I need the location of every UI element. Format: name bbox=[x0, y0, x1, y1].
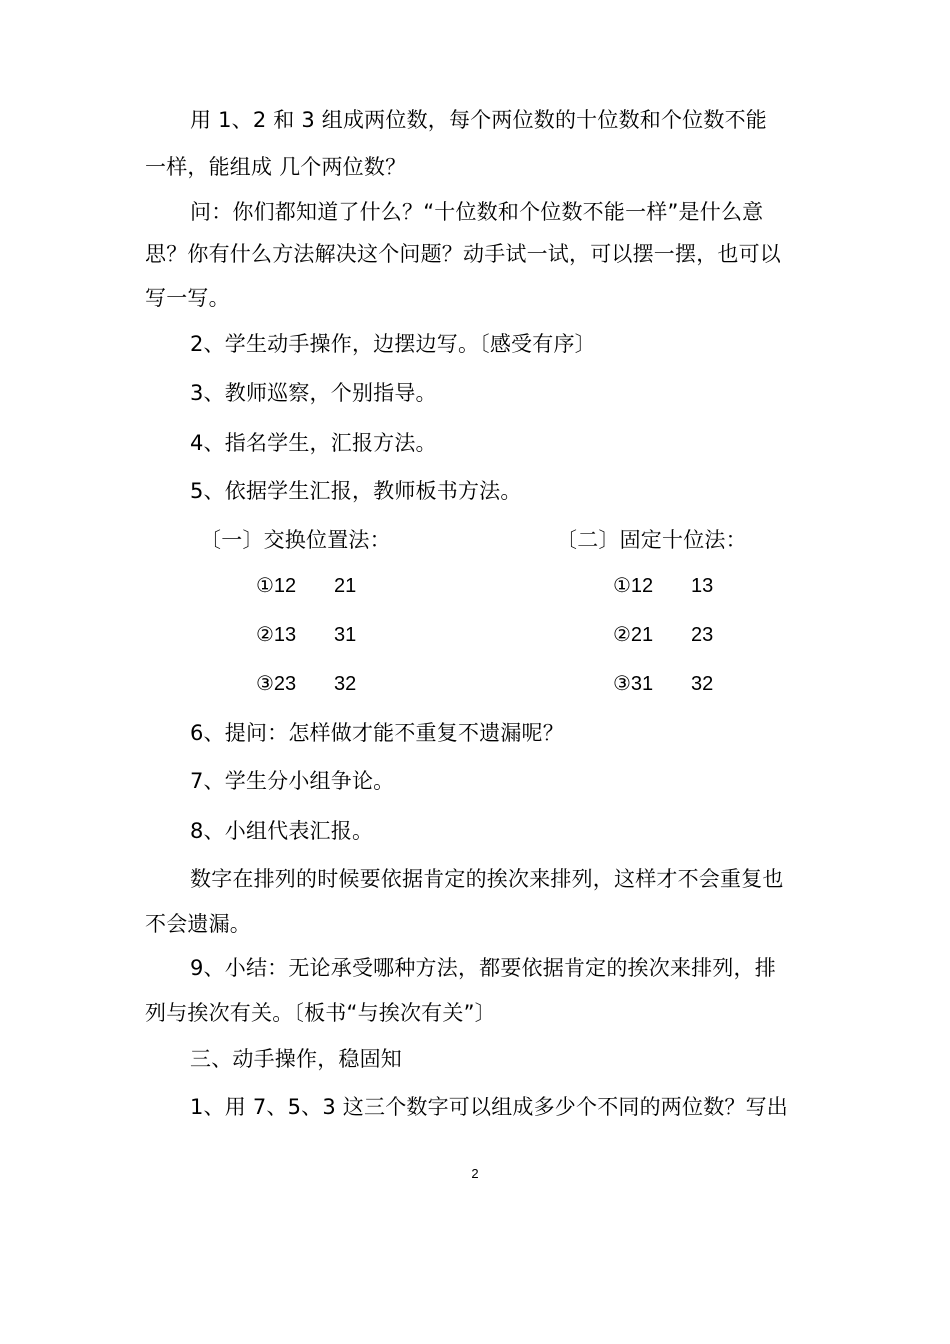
paragraph-line: 数字在排列的时候要依据肯定的挨次来排列，这样才不会重复也 bbox=[190, 867, 784, 891]
step-5: 5、依据学生汇报，教师板书方法。 bbox=[190, 479, 522, 503]
step-7: 7、学生分小组争论。 bbox=[190, 769, 395, 793]
paragraph-line: 问：你们都知道了什么？“十位数和个位数不能一样”是什么意 bbox=[190, 200, 764, 224]
page-number: 2 bbox=[471, 1166, 479, 1181]
method-2-row-value: 32 bbox=[691, 673, 714, 695]
question-1: 1、用 7、5、3 这三个数字可以组成多少个不同的两位数？写出 bbox=[190, 1095, 788, 1119]
paragraph-line: 用 1、2 和 3 组成两位数，每个两位数的十位数和个位数不能 bbox=[190, 108, 767, 132]
method-1-row-label: ③23 bbox=[256, 673, 297, 695]
method-1-row-label: ②13 bbox=[256, 624, 297, 646]
step-3: 3、教师巡察，个别指导。 bbox=[190, 381, 437, 405]
method-1-title: 〔一〕交换位置法： bbox=[200, 528, 391, 552]
method-1-row-value: 32 bbox=[334, 673, 357, 695]
method-2-row-label: ①12 bbox=[613, 575, 654, 597]
method-2-row-value: 13 bbox=[691, 575, 714, 597]
method-2-row-label: ③31 bbox=[613, 673, 654, 695]
step-2: 2、学生动手操作，边摆边写。〔感受有序〕 bbox=[190, 332, 596, 356]
step-9: 9、小结：无论承受哪种方法，都要依据肯定的挨次来排列，排 bbox=[190, 956, 776, 980]
paragraph-line: 思？你有什么方法解决这个问题？动手试一试，可以摆一摆，也可以 bbox=[145, 242, 781, 266]
paragraph-line: 一样，能组成 几个两位数？ bbox=[145, 155, 407, 179]
method-1-row-label: ①12 bbox=[256, 575, 297, 597]
section-heading: 三、动手操作，稳固知 bbox=[190, 1047, 402, 1071]
method-2-row-value: 23 bbox=[691, 624, 714, 646]
step-8: 8、小组代表汇报。 bbox=[190, 819, 374, 843]
paragraph-line: 列与挨次有关。〔板书“与挨次有关”〕 bbox=[145, 1001, 496, 1025]
method-1-row-value: 21 bbox=[334, 575, 357, 597]
method-2-title: 〔二〕固定十位法： bbox=[556, 528, 747, 552]
paragraph-line: 不会遗漏。 bbox=[145, 912, 251, 936]
step-4: 4、指名学生，汇报方法。 bbox=[190, 431, 437, 455]
method-2-row-label: ②21 bbox=[613, 624, 654, 646]
method-1-row-value: 31 bbox=[334, 624, 357, 646]
paragraph-line: 写一写。 bbox=[145, 286, 230, 310]
step-6: 6、提问：怎样做才能不重复不遗漏呢？ bbox=[190, 721, 564, 745]
